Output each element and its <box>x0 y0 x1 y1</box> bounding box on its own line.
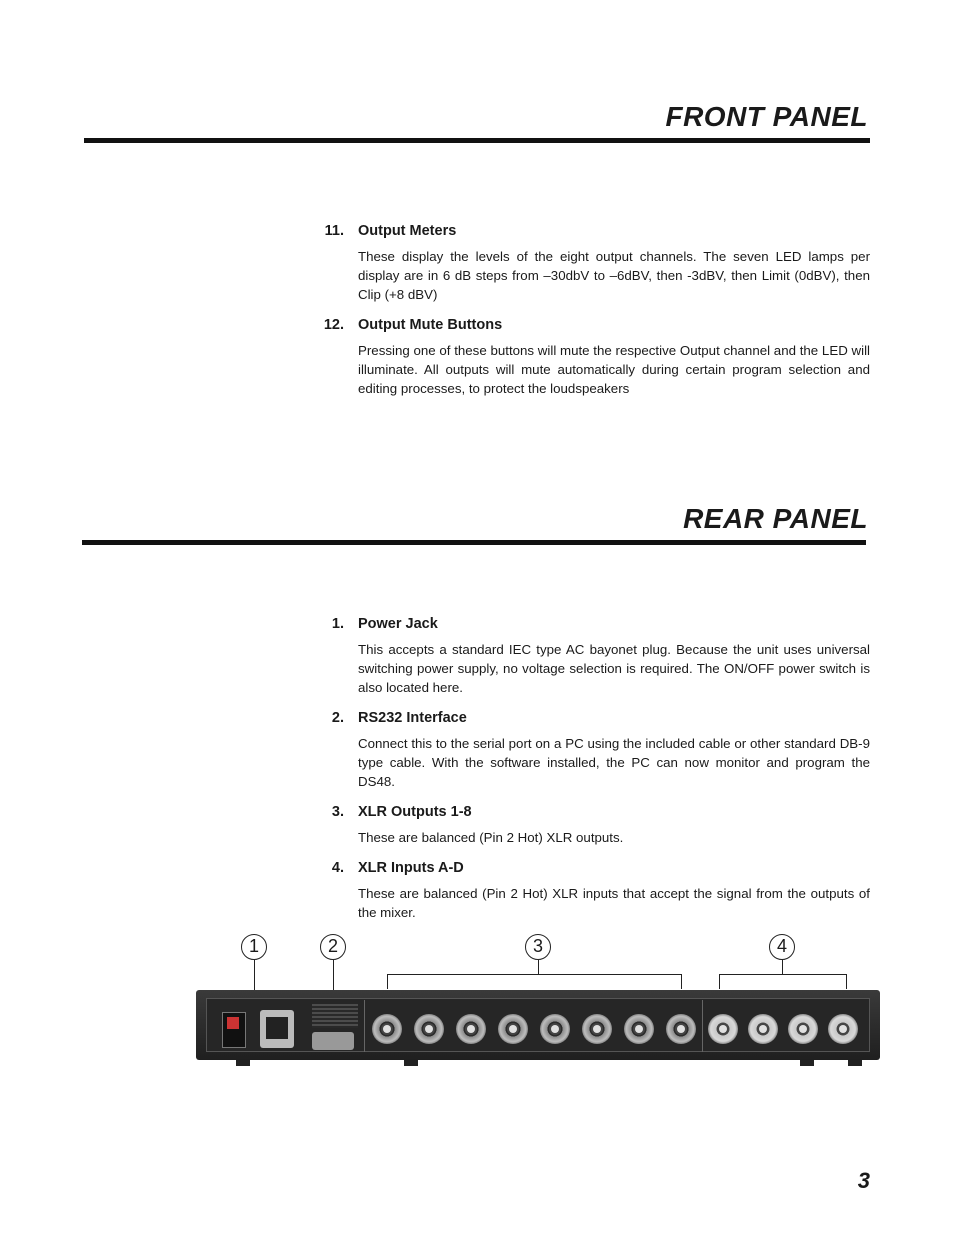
list-item <box>300 222 870 304</box>
xlr-input-icon <box>708 1014 738 1044</box>
item-description: These display the levels of the eight output channels. The seven LED lamps per display are in 6 dB steps from –30dbV to –6dBV, then -3dBV, then Limit (0dBV), then Clip (+8 dBV) <box>358 249 870 302</box>
front-panel-items <box>300 222 870 410</box>
item-number: 3. <box>331 804 344 820</box>
item-description: These are balanced (Pin 2 Hot) XLR inputs that accept the signal from the outputs of the mixer. <box>358 886 870 920</box>
inputs-bracket <box>719 974 847 989</box>
xlr-input-icon <box>828 1014 858 1044</box>
callout-4: 4 <box>769 934 795 960</box>
xlr-input-icon <box>788 1014 818 1044</box>
device-foot <box>800 1060 814 1066</box>
xlr-output-icon <box>414 1014 444 1044</box>
item-number: 12. <box>323 317 344 333</box>
panel-divider <box>702 1000 703 1052</box>
xlr-output-icon <box>456 1014 486 1044</box>
xlr-output-icon <box>540 1014 570 1044</box>
item-heading: Output Meters <box>358 223 457 239</box>
xlr-output-icon <box>372 1014 402 1044</box>
iec-power-jack-icon <box>260 1010 294 1048</box>
callout-leader <box>254 960 255 990</box>
device-foot <box>404 1060 418 1066</box>
xlr-input-icon <box>748 1014 778 1044</box>
xlr-output-icon <box>498 1014 528 1044</box>
list-item <box>300 316 870 398</box>
item-number: 1. <box>331 616 344 632</box>
power-switch-icon <box>222 1012 246 1048</box>
device-foot <box>848 1060 862 1066</box>
device-foot <box>236 1060 250 1066</box>
item-description: Pressing one of these buttons will mute the respective Output channel and the LED will illuminate. All outputs will mute automatically during certain program selection and editing processes, to protect the loudspeakers <box>358 343 870 396</box>
rs232-db9-port-icon <box>312 1032 354 1050</box>
callout-1: 1 <box>241 934 267 960</box>
panel-divider <box>364 1000 365 1052</box>
item-heading: Power Jack <box>358 616 438 632</box>
item-description: Connect this to the serial port on a PC using the included cable or other standard DB-9 type cable. With the software installed, the PC can now monitor and program the DS48. <box>358 736 870 789</box>
caution-label <box>312 1004 358 1028</box>
xlr-output-icon <box>624 1014 654 1044</box>
xlr-output-icon <box>582 1014 612 1044</box>
item-heading: Output Mute Buttons <box>358 317 503 333</box>
callout-leader <box>538 960 539 974</box>
rear-panel-rule <box>82 540 866 545</box>
list-item <box>300 709 870 791</box>
item-heading: RS232 Interface <box>358 710 467 726</box>
list-item <box>300 615 870 697</box>
list-item <box>300 803 870 847</box>
outputs-bracket <box>387 974 682 989</box>
callout-2: 2 <box>320 934 346 960</box>
rear-panel-items <box>300 615 870 934</box>
item-description: This accepts a standard IEC type AC bayonet plug. Because the unit uses universal switching power supply, no voltage selection is required. The ON/OFF power switch is also located here. <box>358 642 870 695</box>
item-description: These are balanced (Pin 2 Hot) XLR outputs. <box>358 830 624 845</box>
callout-leader <box>333 960 334 990</box>
callout-3: 3 <box>525 934 551 960</box>
item-heading: XLR Outputs 1-8 <box>358 804 472 820</box>
item-number: 11. <box>324 223 344 239</box>
page-number: 3 <box>857 1168 870 1193</box>
item-number: 4. <box>331 860 344 876</box>
callout-leader <box>782 960 783 974</box>
item-number: 2. <box>331 710 344 726</box>
front-panel-rule <box>84 138 870 143</box>
xlr-output-icon <box>666 1014 696 1044</box>
front-panel-title: FRONT PANEL <box>665 101 868 132</box>
rear-panel-title: REAR PANEL <box>683 503 868 534</box>
list-item <box>300 859 870 922</box>
item-heading: XLR Inputs A-D <box>358 860 464 876</box>
